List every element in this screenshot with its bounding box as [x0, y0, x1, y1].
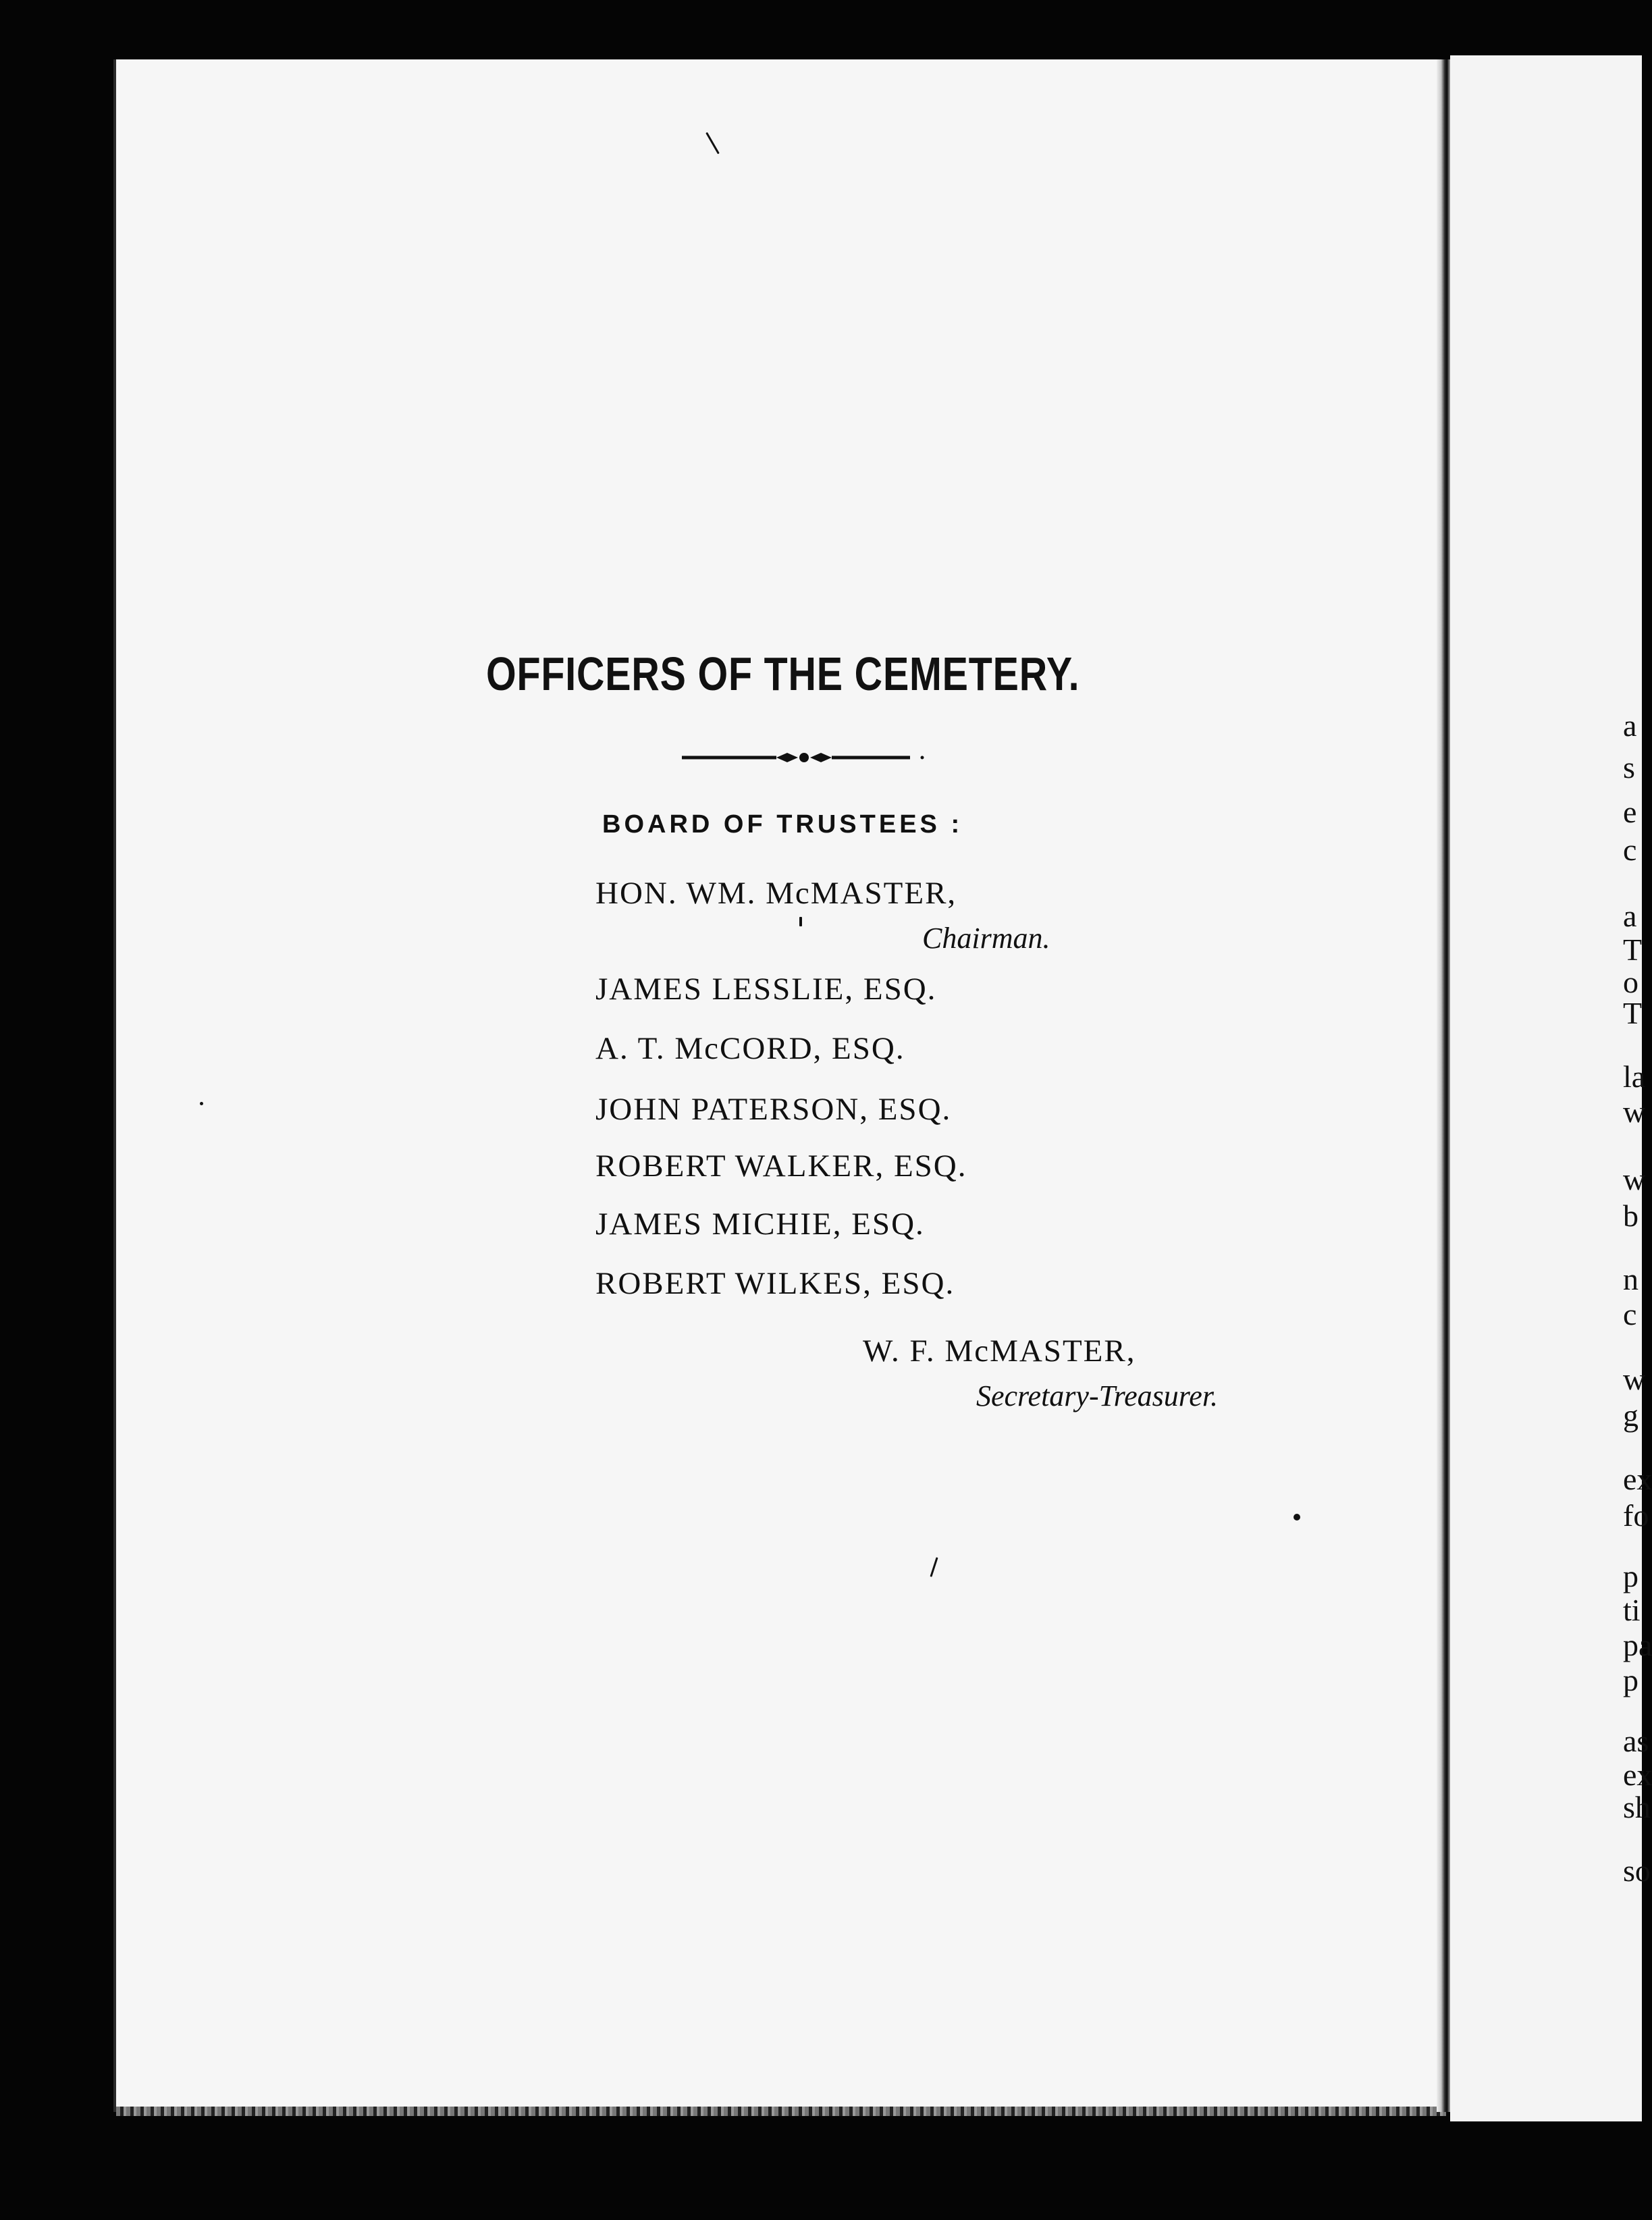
- right-page-fragment: w: [1623, 1094, 1646, 1129]
- right-page-fragment: c: [1623, 1297, 1637, 1331]
- right-page-fragment: pa: [1623, 1628, 1652, 1662]
- page-title: OFFICERS OF THE CEMETERY.: [486, 648, 1080, 700]
- right-page-fragment: T: [1623, 996, 1643, 1030]
- right-page-fragment: o: [1623, 965, 1638, 999]
- secretary-name: W. F. McMASTER,: [863, 1333, 1136, 1369]
- right-page-fragment: a: [1623, 708, 1637, 743]
- right-page-fragment: fo: [1623, 1498, 1649, 1533]
- trustee-name: ROBERT WILKES, ESQ.: [595, 1266, 955, 1301]
- right-page-fragment: c: [1623, 832, 1637, 867]
- right-page-fragment: ti: [1623, 1593, 1641, 1627]
- right-page: [1450, 55, 1642, 2121]
- secretary-role: Secretary-Treasurer.: [976, 1379, 1219, 1412]
- trustee-name: JAMES MICHIE, ESQ.: [595, 1207, 925, 1242]
- right-page-fragment: ex: [1623, 1462, 1652, 1496]
- right-page-fragment: p: [1623, 1663, 1638, 1697]
- right-page-fragment: so: [1623, 1853, 1651, 1888]
- right-page-fragment: sh: [1623, 1790, 1651, 1824]
- right-page-fragment: p: [1623, 1559, 1638, 1593]
- right-page-fragment: a: [1623, 899, 1637, 933]
- left-page: [113, 59, 1446, 2112]
- right-page-fragment: la: [1623, 1059, 1646, 1094]
- ornament-divider-icon: [682, 747, 925, 767]
- trustee-name: JAMES LESSLIE, ESQ.: [595, 972, 937, 1007]
- right-page-fragment: s: [1623, 750, 1635, 785]
- right-page-fragment: w: [1623, 1362, 1646, 1396]
- trustee-name: JOHN PATERSON, ESQ.: [595, 1092, 952, 1127]
- book-gutter: [1437, 59, 1451, 2112]
- ink-speck: [799, 917, 802, 926]
- right-page-fragment: T: [1623, 932, 1643, 967]
- right-page-fragment: w: [1623, 1162, 1646, 1196]
- ink-speck: [1294, 1514, 1300, 1521]
- right-page-fragment: e: [1623, 795, 1637, 829]
- trustee-name: A. T. McCORD, ESQ.: [595, 1031, 905, 1066]
- right-page-fragment: b: [1623, 1198, 1638, 1233]
- ink-speck: [200, 1102, 203, 1105]
- board-of-trustees-heading: BOARD OF TRUSTEES :: [602, 810, 963, 839]
- right-page-fragment: ex: [1623, 1758, 1652, 1792]
- right-page-fragment: as: [1623, 1724, 1649, 1758]
- chairman-role: Chairman.: [922, 922, 1050, 955]
- right-page-fragment: g: [1623, 1398, 1638, 1433]
- trustee-name: HON. WM. McMASTER,: [595, 876, 957, 911]
- right-page-fragment: n: [1623, 1262, 1638, 1296]
- trustee-name: ROBERT WALKER, ESQ.: [595, 1148, 967, 1184]
